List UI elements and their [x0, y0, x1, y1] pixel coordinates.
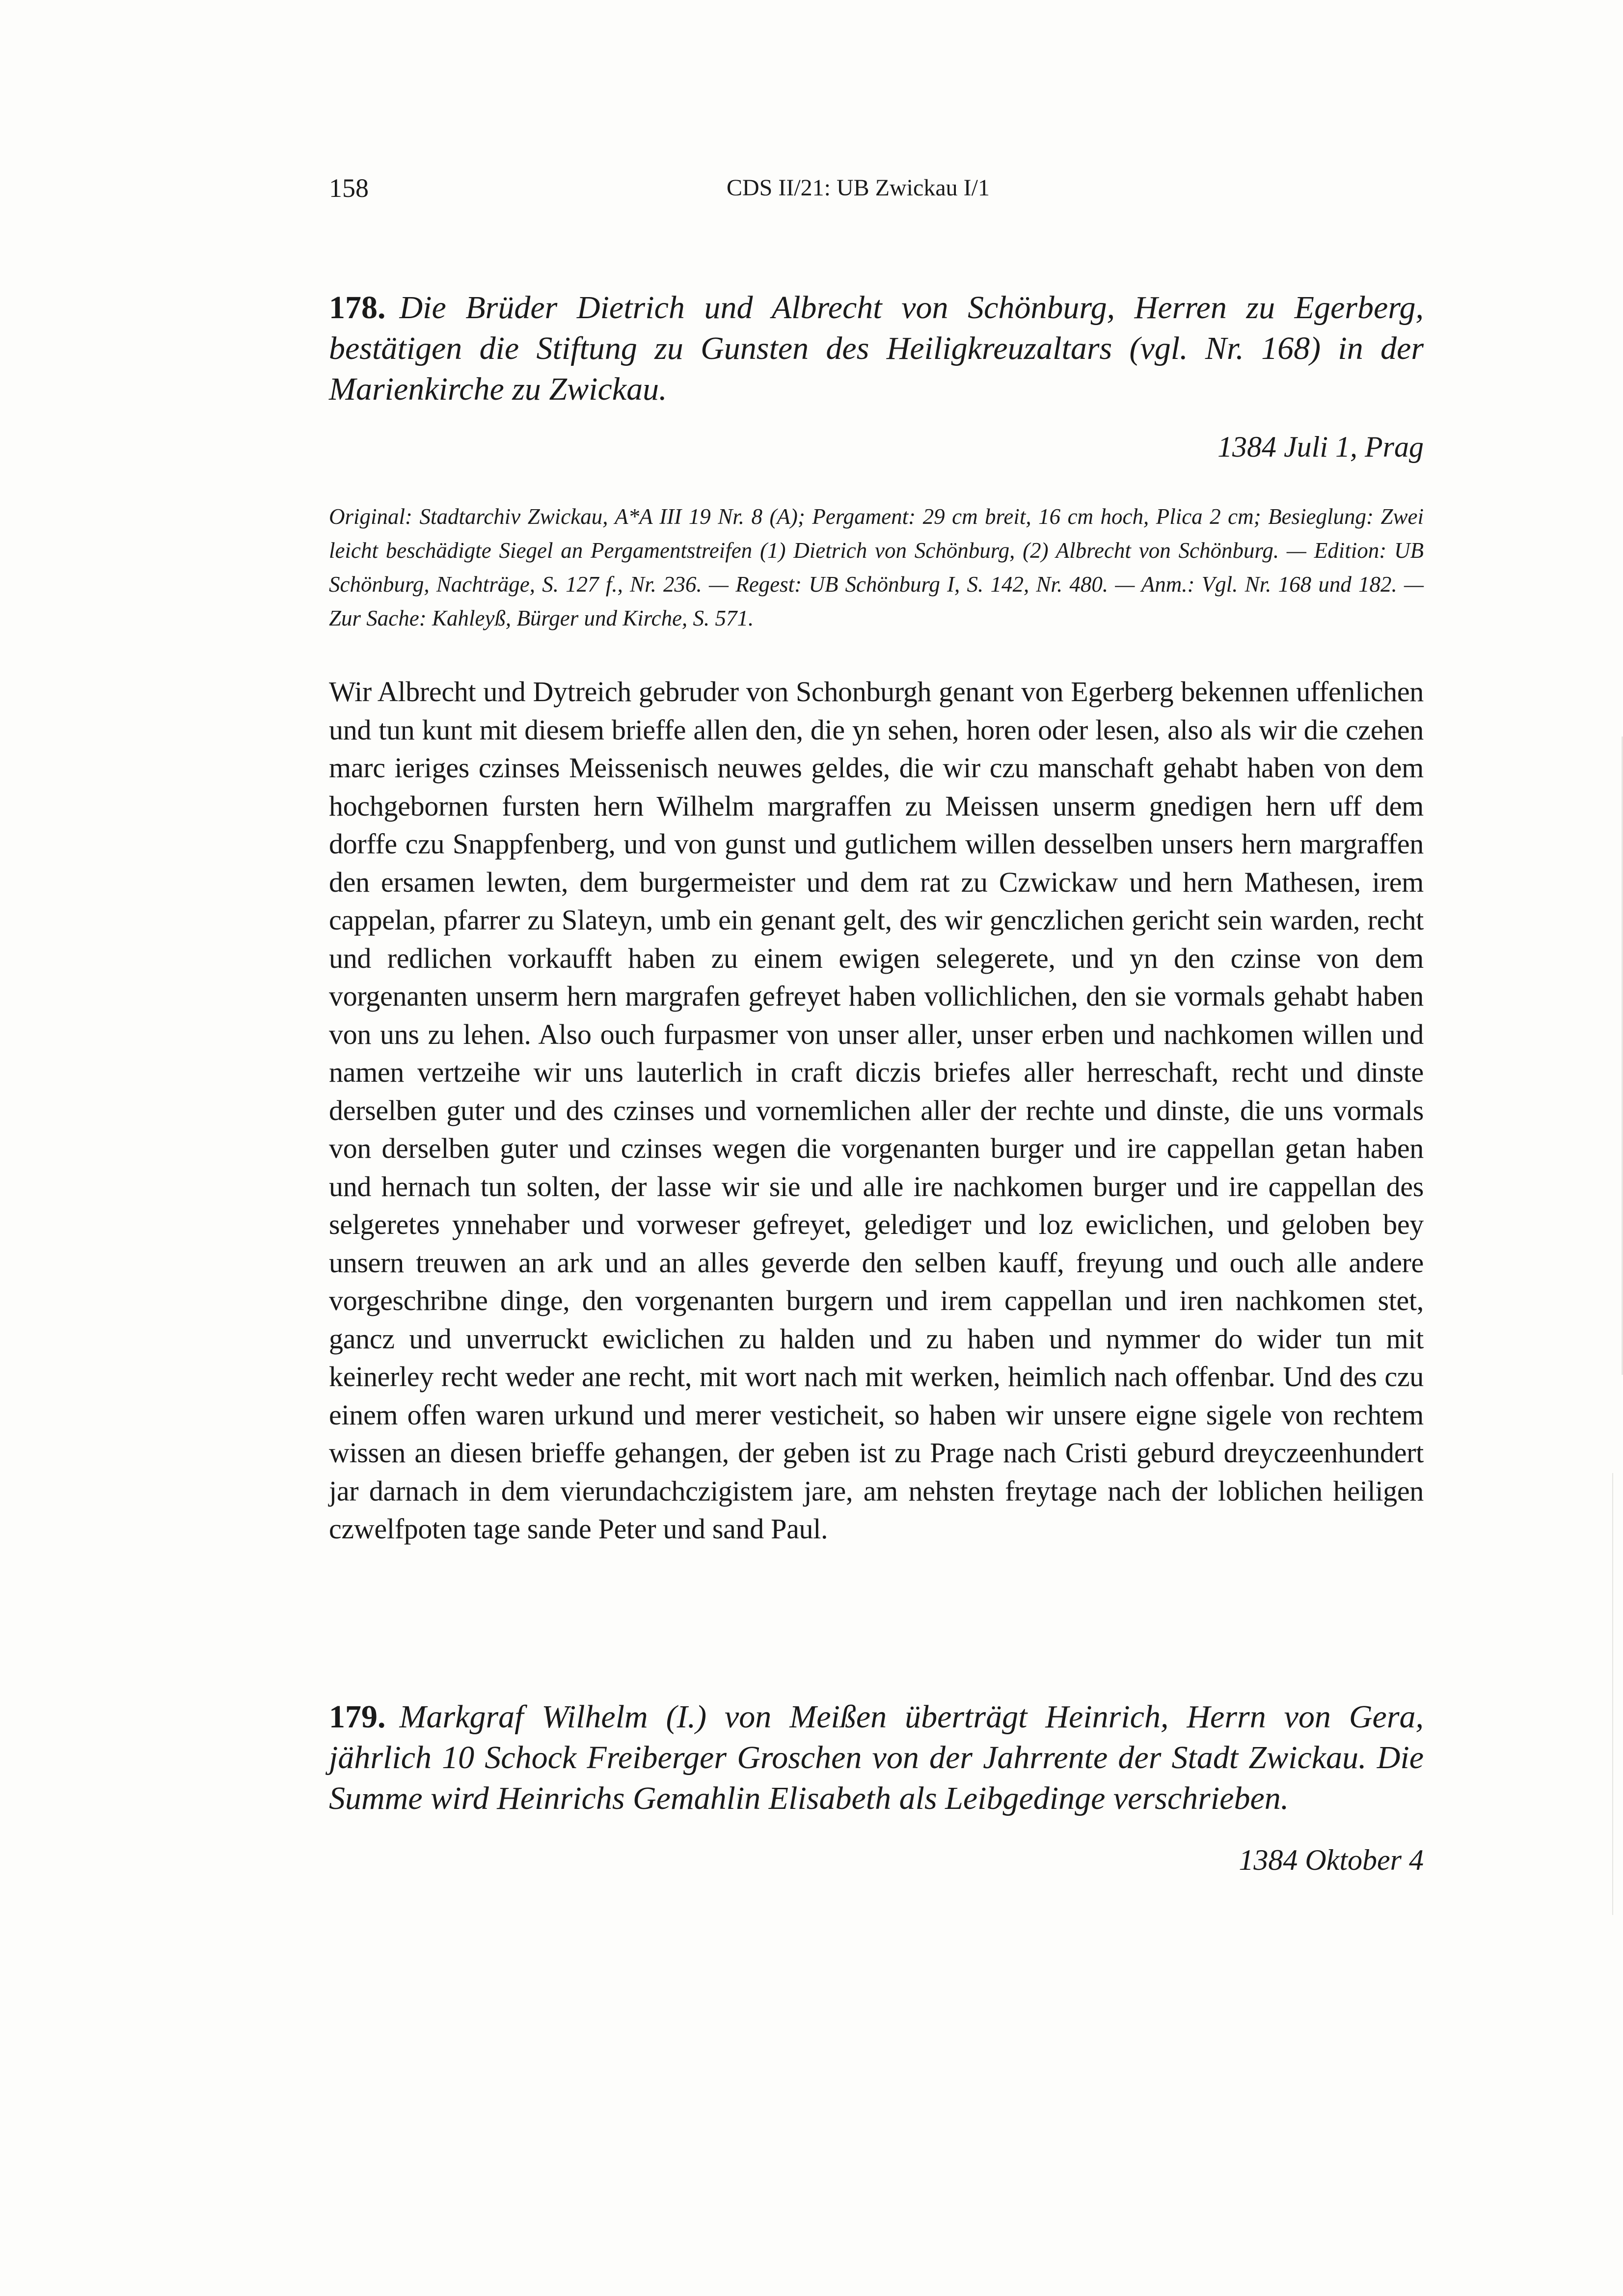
charter-text: Wir Albrecht und Dytreich gebruder von Schonburgh genant von Egerberg bekennen uffenlichen und tun kunt mit diesem brieffe allen den, die yn sehen, horen oder lesen, also als wir die czehen marc ieriges czinses Meissenisch neuwes geldes, die wir czu manschaft gehabt haben von dem hochgebornen fursten hern Wilhelm margraffen zu Meissen unserm gnedigen hern uff dem dorffe czu Snappfenberg, und von gunst und gutlichem willen desselben unsers hern margraffen den ersamen lewten, dem burgermeister und dem rat zu Czwickaw und hern Mathesen, irem cappelan, pfarrer zu Slateyn, umb ein genant gelt, des wir genczlichen gericht sein warden, recht und redlichen vorkaufft haben zu einem ewigen selegerete, und yn den czinse von dem vorgenanten unserm hern margrafen gefreyet haben vollichlichen, den sie vormals gehabt haben von uns zu lehen. Also ouch furpasmer von unser aller, unser erben und nachkomen willen und namen vertzeihe wir uns lauterlich in craft diczis briefes aller herreschaft, recht und dinste derselben guter und des czinses und vornemlichen aller der rechte und dinste, die uns vormals von derselben guter und czinses wegen die vorgenanten burger und ire cappellan getan haben und hernach tun solten, der lasse wir sie und alle ire nachkomen burger und ire cappellan des selgeretes ynnehaber und vorweser gefreyet, geledigет und loz ewiclichen, und geloben bey unsern treuwen an ark und an alles geverde den selben kauff, freyung und ouch alle andere vorgeschribne dinge, den vorgenanten burgern und irem cappellan und iren nachkomen stet, gancz und unverruckt ewiclichen zu halden und zu haben und nymmer do wider tun mit keinerley recht weder ane recht, mit wort nach mit werken, heimlich nach offenbar. Und des czu einem offen waren urkund und merer vesticheit, so haben wir unsere eigne sigele von rechtem wissen an diesen brieffe gehangen, der geben ist zu Prage nach Cristi geburd dreyczeenhundert jar darnach in dem vierundachczigistem jare, am nehsten freytage nach der loblichen heiligen czwelfpoten tage sande Peter und sand Paul.: [329, 676, 1424, 1545]
entry-178: [329, 287, 1424, 1548]
entry-date-place: 1384 Oktober 4: [1239, 1844, 1424, 1876]
entry-number: 179.: [329, 1699, 386, 1735]
entry-heading: [329, 287, 1424, 410]
page-edge-shadow: [1612, 1473, 1613, 1915]
page-number: 158: [329, 173, 369, 203]
entry-date-place: 1384 Juli 1, Prag: [1217, 431, 1424, 463]
entry-summary: Markgraf Wilhelm (I.) von Meißen überträgt Heinrich, Herrn von Gera, jährlich 10 Schock Freiberger Groschen von der Jahrrente der Stadt Zwickau. Die Summe wird Heinrichs Gemahlin Elisabeth als Leibgedinge verschrieben.: [329, 1699, 1424, 1816]
running-title: CDS II/21: UB Zwickau I/1: [727, 175, 990, 201]
source-apparatus: Original: Stadtarchiv Zwickau, A*A III 19 Nr. 8 (A); Pergament: 29 cm breit, 16 cm hoch, Plica 2 cm; Besieglung: Zwei leicht beschädigte Siegel an Pergamentstreifen (1) Dietrich von Schönburg, (2) Albrecht von Schönburg. — Edition: UB Schönburg, Nachträge, S. 127 f., Nr. 236. — Regest: UB Schönburg I, S. 142, Nr. 480. — Anm.: Vgl. Nr. 168 und 182. — Zur Sache: Kahleyß, Bürger und Kirche, S. 571.: [329, 504, 1424, 630]
entry-summary: Die Brüder Dietrich und Albrecht von Schönburg, Herren zu Egerberg, bestätigen die Stiftung zu Gunsten des Heiligkreuzaltars (vgl. Nr. 168) in der Marienkirche zu Zwickau.: [329, 290, 1424, 407]
entry-179: [329, 1696, 1424, 1880]
entry-heading: [329, 1696, 1424, 1819]
entry-number: 178.: [329, 290, 386, 326]
running-head: [329, 171, 1424, 205]
